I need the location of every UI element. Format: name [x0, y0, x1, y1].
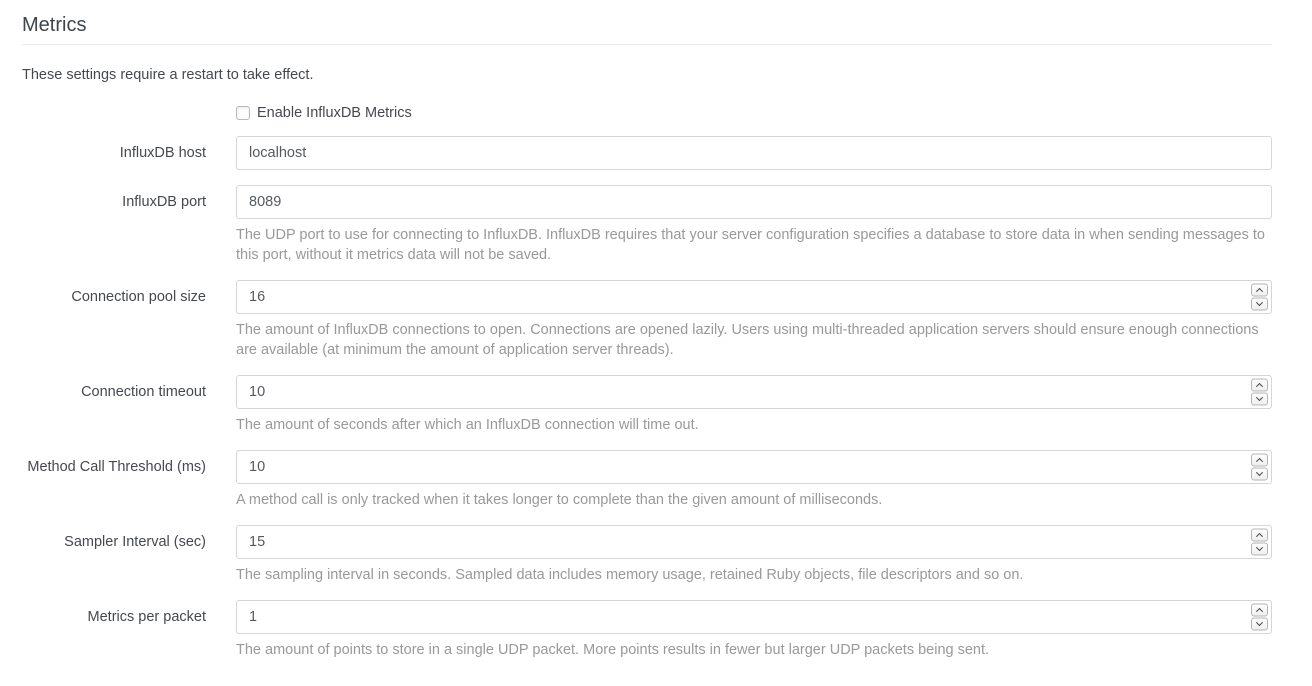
enable-influxdb-label[interactable]: Enable InfluxDB Metrics	[257, 105, 412, 121]
connection-timeout-label: Connection timeout	[81, 384, 206, 400]
number-spinner	[1251, 604, 1268, 631]
form-row-connection-timeout	[22, 375, 1272, 435]
spinner-down-button[interactable]	[1251, 543, 1268, 556]
connection-pool-size-help: The amount of InfluxDB connections to open. Connections are opened lazily. Users using multi-threaded application servers should ensure enough connections are available (at minimum the amount of application server threads).	[236, 322, 1259, 358]
connection-pool-size-label: Connection pool size	[71, 289, 206, 305]
spinner-up-button[interactable]	[1251, 529, 1268, 542]
chevron-up-icon	[1256, 383, 1263, 390]
number-spinner	[1251, 454, 1268, 481]
form-row-connection-pool-size	[22, 280, 1272, 360]
metrics-per-packet-label: Metrics per packet	[87, 609, 206, 625]
spinner-down-button[interactable]	[1251, 618, 1268, 631]
spinner-down-button[interactable]	[1251, 298, 1268, 311]
sampler-interval-help: The sampling interval in seconds. Sampled data includes memory usage, retained Ruby objects, file descriptors and so on.	[236, 567, 1024, 583]
spinner-up-button[interactable]	[1251, 604, 1268, 617]
chevron-down-icon	[1256, 299, 1263, 306]
chevron-down-icon	[1256, 394, 1263, 401]
chevron-up-icon	[1256, 533, 1263, 540]
enable-influxdb-row	[22, 103, 1272, 123]
metrics-per-packet-help: The amount of points to store in a single UDP packet. More points results in fewer but larger UDP packets being sent.	[236, 642, 990, 658]
chevron-down-icon	[1256, 544, 1263, 551]
chevron-up-icon	[1256, 608, 1263, 615]
influxdb-port-label: InfluxDB port	[122, 194, 206, 210]
chevron-up-icon	[1256, 288, 1263, 295]
chevron-up-icon	[1256, 458, 1263, 465]
sampler-interval-label: Sampler Interval (sec)	[64, 534, 206, 550]
influxdb-port-help: The UDP port to use for connecting to InfluxDB. InfluxDB requires that your server configuration specifies a database to store data in when sending messages to this port, without it metrics data will not be saved.	[236, 227, 1265, 263]
method-call-threshold-help: A method call is only tracked when it takes longer to complete than the given amount of milliseconds.	[236, 492, 883, 508]
connection-timeout-help: The amount of seconds after which an InfluxDB connection will time out.	[236, 417, 699, 433]
form-row-method-call-threshold	[22, 450, 1272, 510]
method-call-threshold-label: Method Call Threshold (ms)	[27, 459, 206, 475]
spinner-down-button[interactable]	[1251, 468, 1268, 481]
restart-note: These settings require a restart to take effect.	[22, 67, 314, 83]
number-spinner	[1251, 529, 1268, 556]
form-row-influxdb-port	[22, 185, 1272, 265]
form-row-metrics-per-packet	[22, 600, 1272, 660]
enable-influxdb-checkbox[interactable]	[236, 106, 250, 120]
spinner-down-button[interactable]	[1251, 393, 1268, 406]
method-call-threshold-input[interactable]	[236, 450, 1272, 484]
number-spinner	[1251, 379, 1268, 406]
sampler-interval-input[interactable]	[236, 525, 1272, 559]
influxdb-host-input[interactable]	[236, 136, 1272, 170]
form-row-influxdb-host	[22, 136, 1272, 170]
page-title: Metrics	[22, 14, 87, 36]
chevron-down-icon	[1256, 619, 1263, 626]
influxdb-port-input[interactable]	[236, 185, 1272, 219]
metrics-per-packet-input[interactable]	[236, 600, 1272, 634]
influxdb-host-label: InfluxDB host	[119, 145, 206, 161]
spinner-up-button[interactable]	[1251, 379, 1268, 392]
spinner-up-button[interactable]	[1251, 454, 1268, 467]
title-divider	[22, 44, 1272, 45]
spinner-up-button[interactable]	[1251, 284, 1268, 297]
form-row-sampler-interval	[22, 525, 1272, 585]
number-spinner	[1251, 284, 1268, 311]
connection-pool-size-input[interactable]	[236, 280, 1272, 314]
chevron-down-icon	[1256, 469, 1263, 476]
metrics-settings-form	[22, 103, 1272, 660]
connection-timeout-input[interactable]	[236, 375, 1272, 409]
